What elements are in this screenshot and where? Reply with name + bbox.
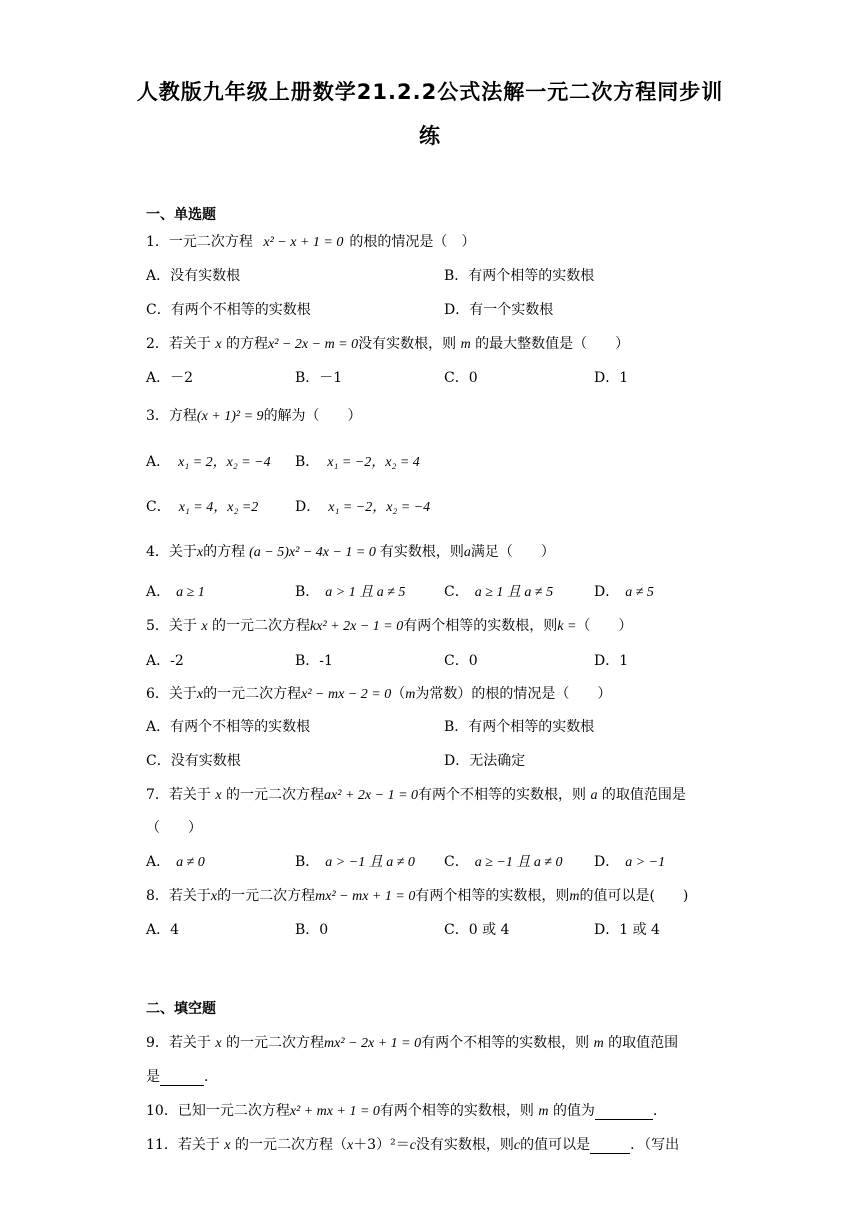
- question-number: 5．: [146, 618, 169, 634]
- variable: x: [215, 337, 222, 352]
- question-7-answer-parens: （ ）: [146, 820, 202, 836]
- question-text: 的方程: [203, 544, 246, 560]
- option-value: x₁ = −2，x₂ = −4: [328, 500, 431, 515]
- option-d[interactable]: D．无法确定: [444, 753, 526, 769]
- option-b[interactable]: B．有两个相等的实数根: [444, 719, 595, 735]
- question-number: 6．: [146, 686, 169, 702]
- question-text: ．（写出: [630, 1137, 680, 1153]
- equation: x² − mx − 2 = 0: [301, 687, 392, 702]
- question-text: 若关于: [177, 1137, 220, 1153]
- question-text: 关于: [168, 686, 197, 702]
- question-text: （: [391, 686, 406, 702]
- variable: x: [201, 619, 208, 634]
- answer-blank[interactable]: [595, 1105, 653, 1120]
- variable: x: [210, 889, 218, 904]
- page-title-line2: 练: [419, 124, 441, 148]
- section-heading-fill-in: 二、填空题: [146, 1001, 216, 1017]
- option-b[interactable]: B．有两个相等的实数根: [444, 268, 595, 284]
- question-number: 9．: [146, 1035, 169, 1051]
- question-text: 的值可以是( ): [579, 888, 689, 904]
- option-letter: B．: [295, 584, 320, 600]
- question-text: 满足（ ）: [470, 544, 555, 560]
- option-value: a ≠ 5: [625, 585, 654, 600]
- variable: c: [513, 1138, 521, 1153]
- question-7: [146, 784, 686, 804]
- option-a[interactable]: [146, 851, 205, 871]
- question-text: 若关于: [168, 336, 211, 352]
- question-text: 有两个相等的实数根，则: [379, 1103, 534, 1119]
- option-b[interactable]: [295, 851, 415, 871]
- equation: ax² + 2x − 1 = 0: [324, 788, 419, 803]
- question-number: 7．: [146, 787, 169, 803]
- option-value: a ≠ 0: [176, 855, 205, 870]
- option-value: a ≥ −1 且 a ≠ 0: [474, 855, 563, 870]
- question-text: 没有实数根，则: [415, 1137, 514, 1153]
- variable: k =: [557, 619, 577, 634]
- question-2: [146, 333, 629, 353]
- option-a[interactable]: A．－2: [146, 370, 194, 386]
- equation: mx² − mx + 1 = 0: [315, 889, 416, 904]
- option-b[interactable]: B．－1: [295, 370, 343, 386]
- option-value: a > 1 且 a ≠ 5: [325, 585, 406, 600]
- option-value: a > −1: [625, 855, 666, 870]
- question-text: 关于: [168, 544, 197, 560]
- question-text: 为常数）的根的情况是（ ）: [415, 686, 612, 702]
- equation: kx² + 2x − 1 = 0: [310, 619, 404, 634]
- equation: (a − 5)x² − 4x − 1 = 0: [249, 545, 376, 560]
- question-number: 8．: [146, 888, 169, 904]
- question-11: [146, 1134, 679, 1154]
- question-text: 的一元二次方程: [226, 1035, 325, 1051]
- option-a[interactable]: [146, 581, 205, 601]
- option-letter: C．: [146, 499, 171, 515]
- question-text: 有两个相等的实数根，则: [403, 618, 558, 634]
- option-d[interactable]: D．1: [594, 653, 629, 669]
- question-text: 有实数根，则: [379, 544, 464, 560]
- option-value: x₁ = −2，x₂ = 4: [327, 455, 420, 470]
- question-text: 一元二次方程: [168, 234, 253, 250]
- question-number: 11．: [146, 1137, 178, 1153]
- question-number: 10．: [146, 1103, 178, 1119]
- option-c[interactable]: [444, 581, 553, 601]
- question-text: ＋3）²＝: [353, 1137, 410, 1153]
- option-value: x₁ = 4，x₂ =2: [178, 500, 259, 515]
- option-letter: D．: [594, 854, 620, 870]
- equation: (x + 1)² = 9: [196, 409, 264, 424]
- option-letter: A．: [146, 584, 171, 600]
- option-c[interactable]: C．0: [444, 370, 478, 386]
- question-text: 的一元二次方程（: [234, 1137, 347, 1153]
- question-1: [146, 231, 475, 251]
- option-b[interactable]: [295, 451, 420, 471]
- option-a[interactable]: A．4: [146, 922, 180, 938]
- option-d[interactable]: [594, 581, 654, 601]
- option-c[interactable]: [444, 851, 563, 871]
- question-text: 有两个不相等的实数根，则: [421, 1035, 590, 1051]
- question-9: [146, 1032, 678, 1052]
- option-d[interactable]: D．1: [594, 370, 629, 386]
- question-number: 2．: [146, 336, 169, 352]
- question-text: 的根的情况是（ ）: [349, 234, 476, 250]
- option-a[interactable]: [146, 451, 271, 471]
- variable: x: [215, 1036, 222, 1051]
- variable: a: [463, 545, 471, 560]
- option-value: a ≥ 1 且 a ≠ 5: [474, 585, 554, 600]
- question-text: 没有实数根，则: [358, 336, 457, 352]
- option-letter: C．: [444, 584, 469, 600]
- variable: m: [460, 337, 471, 352]
- equation: x² − x + 1 = 0: [263, 235, 344, 250]
- option-value: a ≥ 1: [176, 585, 205, 600]
- variable: m: [405, 687, 416, 702]
- option-letter: A．: [146, 454, 171, 470]
- question-number: 3．: [146, 408, 169, 424]
- question-text: 的一元二次方程: [226, 787, 325, 803]
- option-letter: B．: [295, 854, 320, 870]
- option-d[interactable]: D．有一个实数根: [444, 302, 554, 318]
- variable: c: [409, 1138, 416, 1153]
- answer-blank[interactable]: [160, 1071, 204, 1086]
- answer-blank[interactable]: [590, 1139, 630, 1154]
- question-text: 的值为: [552, 1103, 595, 1119]
- question-text: 的最大整数值是（ ）: [475, 336, 630, 352]
- variable: m: [569, 889, 580, 904]
- question-text: 有两个不相等的实数根，则: [418, 787, 587, 803]
- question-text: 的一元二次方程: [217, 888, 316, 904]
- option-d[interactable]: [295, 496, 430, 516]
- question-3: [146, 405, 362, 425]
- option-letter: C．: [444, 854, 469, 870]
- question-text: 若关于: [168, 787, 211, 803]
- question-number: 1．: [146, 234, 169, 250]
- variable: m: [538, 1104, 549, 1119]
- option-d[interactable]: [594, 851, 665, 871]
- variable: x: [196, 687, 204, 702]
- question-text: 的方程: [226, 336, 269, 352]
- question-text: 已知一元二次方程: [177, 1103, 290, 1119]
- option-value: a > −1 且 a ≠ 0: [325, 855, 415, 870]
- question-text: 关于: [168, 618, 197, 634]
- question-text: 的值可以是: [520, 1137, 591, 1153]
- question-4: [146, 541, 555, 561]
- variable: m: [593, 1036, 604, 1051]
- question-text: 的一元二次方程: [203, 686, 302, 702]
- option-letter: B．: [295, 454, 320, 470]
- question-text: 若关于: [168, 1035, 211, 1051]
- question-text: 若关于: [168, 888, 211, 904]
- option-d[interactable]: D．1 或 4: [594, 922, 660, 938]
- option-c[interactable]: C．0: [444, 653, 478, 669]
- option-b[interactable]: [295, 581, 405, 601]
- option-c[interactable]: C．0 或 4: [444, 922, 510, 938]
- question-number: 4．: [146, 544, 169, 560]
- variable: x: [215, 788, 222, 803]
- option-letter: D．: [295, 499, 321, 515]
- option-value: x₁ = 2，x₂ = −4: [178, 455, 271, 470]
- option-a[interactable]: A．没有实数根: [146, 268, 241, 284]
- variable: a: [590, 788, 598, 803]
- question-text: 的取值范围是: [601, 787, 686, 803]
- option-b[interactable]: B．0: [295, 922, 329, 938]
- question-text: 的取值范围: [608, 1035, 679, 1051]
- question-6: [146, 683, 611, 703]
- option-c[interactable]: C．有两个不相等的实数根: [146, 302, 311, 318]
- option-letter: A．: [146, 854, 171, 870]
- question-5: [146, 615, 632, 635]
- question-text: 的解为（ ）: [263, 408, 362, 424]
- option-b[interactable]: B．-1: [295, 653, 333, 669]
- variable: x: [196, 545, 204, 560]
- equation: x² − 2x − m = 0: [268, 337, 359, 352]
- option-c[interactable]: [146, 496, 258, 516]
- question-text: 的一元二次方程: [212, 618, 311, 634]
- question-9-continued: [146, 1066, 218, 1086]
- question-10: [146, 1100, 667, 1120]
- variable: x: [224, 1138, 231, 1153]
- question-text: 有两个相等的实数根，则: [415, 888, 570, 904]
- option-a[interactable]: A．有两个不相等的实数根: [146, 719, 311, 735]
- equation: x² + mx + 1 = 0: [289, 1104, 380, 1119]
- page-title-line1: 人教版九年级上册数学21.2.2公式法解一元二次方程同步训: [136, 80, 724, 104]
- option-letter: D．: [594, 584, 620, 600]
- variable: x: [346, 1138, 354, 1153]
- equation: mx² − 2x + 1 = 0: [324, 1036, 422, 1051]
- question-text: 方程: [168, 408, 197, 424]
- question-text: ．: [652, 1103, 667, 1119]
- section-heading-single-choice: 一、单选题: [146, 207, 216, 223]
- question-text: （ ）: [576, 618, 633, 634]
- question-8: [146, 885, 688, 905]
- option-c[interactable]: C．没有实数根: [146, 753, 241, 769]
- question-text: 是: [146, 1069, 160, 1085]
- question-text: ．: [204, 1069, 218, 1085]
- option-a[interactable]: A．-2: [146, 653, 184, 669]
